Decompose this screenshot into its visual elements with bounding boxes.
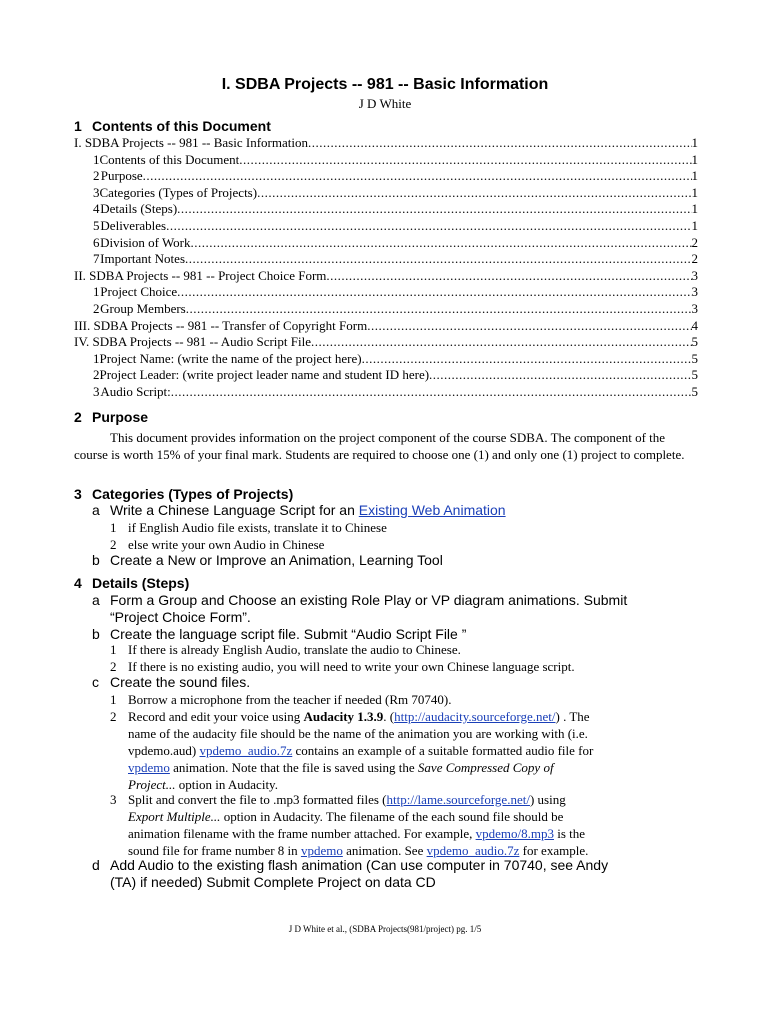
existing-web-animation-link[interactable]: Existing Web Animation [358, 502, 506, 518]
step-a: a Form a Group and Choose an existing Role Play or VP diagram animations. Submit “Project Choice Form”. [92, 592, 628, 625]
audacity-link[interactable]: http://audacity.sourceforge.net/ [394, 709, 556, 724]
toc-entry[interactable] [74, 351, 698, 368]
list-item: 2 If there is no existing audio, you will need to write your own Chinese language script. [110, 659, 575, 674]
toc-entry[interactable] [74, 268, 698, 285]
toc-leader-dots [191, 235, 692, 252]
toc-entry-page: 3 [691, 300, 698, 316]
toc-leader-dots [326, 268, 691, 285]
toc-entry-page: 1 [691, 151, 698, 167]
toc-leader-dots [177, 201, 691, 218]
list-item: 2 else write your own Audio in Chinese [110, 537, 325, 552]
toc-entry-label: I. SDBA Projects -- 981 -- Basic Information [74, 135, 308, 150]
toc-entry[interactable] [74, 334, 698, 351]
toc-entry[interactable] [74, 185, 698, 202]
toc-entry[interactable] [74, 135, 698, 152]
toc-entry-number: 3 [93, 184, 100, 200]
toc-leader-dots [429, 367, 691, 384]
toc-entry-number: 7 [93, 251, 100, 267]
category-a: a Write a Chinese Language Script for an Existing Web Animation [92, 502, 506, 518]
toc-entry-page: 3 [691, 284, 698, 300]
categories-heading: 3 Categories (Types of Projects) [74, 486, 294, 502]
toc-entry-label: Project Name: (write the name of the project here) [99, 350, 362, 366]
toc-entry-page: 5 [691, 383, 698, 399]
table-of-contents [74, 135, 698, 401]
toc-entry-page: 4 [691, 317, 698, 333]
details-heading: 4 Details (Steps) [74, 575, 190, 591]
step-c: c Create the sound files. [92, 674, 251, 690]
list-item-split: 3 Split and convert the file to .mp3 formatted files (http://lame.sourceforge.net/) using Export Multiple... option in Audacity. The filename of the each sound file should be animation filename with the frame number attached. For example, vpdemo/8.mp3 is the sound file for frame number 8 in vpdemo animation. See vpdemo_audio.7z for example. [110, 792, 589, 858]
toc-entry-page: 1 [691, 135, 698, 150]
toc-entry-number: 1 [93, 350, 100, 366]
toc-entry-number: 1 [93, 151, 100, 167]
toc-entry-label: Categories (Types of Projects) [99, 184, 258, 200]
toc-leader-dots [257, 185, 691, 202]
toc-entry-label: Details (Steps) [100, 201, 178, 217]
toc-leader-dots [362, 351, 692, 368]
toc-entry-page: 5 [691, 367, 698, 383]
toc-entry-label: III. SDBA Projects -- 981 -- Transfer of Copyright Form [74, 317, 368, 333]
toc-leader-dots [177, 284, 691, 301]
toc-entry[interactable] [74, 251, 698, 268]
toc-entry-number: 2 [93, 367, 100, 383]
toc-entry-number: 3 [93, 383, 100, 399]
author: J D White [358, 96, 412, 111]
toc-entry[interactable] [74, 201, 698, 218]
toc-entry-page: 3 [691, 267, 698, 283]
list-item: 1 if English Audio file exists, translate it to Chinese [110, 520, 387, 535]
toc-leader-dots [367, 318, 691, 335]
toc-leader-dots [185, 251, 692, 268]
toc-entry-label: Project Choice [100, 284, 178, 300]
category-b: b Create a New or Improve an Animation, Learning Tool [92, 552, 443, 568]
toc-entry[interactable] [74, 384, 698, 401]
toc-entry-number: 5 [93, 217, 100, 233]
page-footer: J D White et al., (SDBA Projects(981/project) pg. 1/5 [288, 924, 482, 934]
toc-leader-dots [143, 168, 692, 185]
toc-entry-label: Audio Script: [100, 383, 171, 399]
list-item: 1 Borrow a microphone from the teacher if needed (Rm 70740). [110, 692, 452, 707]
toc-entry[interactable] [74, 367, 698, 384]
toc-entry-page: 1 [691, 217, 698, 233]
toc-leader-dots [239, 152, 691, 169]
page-title: I. SDBA Projects -- 981 -- Basic Information [221, 76, 549, 93]
purpose-heading: 2 Purpose [74, 409, 149, 425]
purpose-paragraph: This document provides information on the project component of the course SDBA. The component of the course is worth 15% of your final mark. Students are required to choose one (1) and only one (1) project to complete. [74, 430, 685, 462]
lame-link[interactable]: http://lame.sourceforge.net/ [386, 792, 530, 807]
toc-leader-dots [311, 334, 691, 351]
toc-entry[interactable] [74, 318, 698, 335]
toc-entry-label: Important Notes [100, 251, 185, 267]
toc-entry-page: 5 [691, 334, 698, 350]
toc-entry[interactable] [74, 218, 698, 235]
toc-entry-label: Deliverables [100, 217, 167, 233]
toc-entry-label: II. SDBA Projects -- 981 -- Project Choice Form [74, 267, 327, 283]
vpdemo-link[interactable]: vpdemo [300, 843, 343, 858]
toc-entry[interactable] [74, 301, 698, 318]
toc-entry-page: 1 [691, 201, 698, 217]
toc-entry-number: 2 [93, 300, 100, 316]
vpdemo-mp3-link[interactable]: vpdemo/8.mp3 [475, 826, 554, 841]
toc-heading: 1 Contents of this Document [74, 118, 271, 134]
toc-entry-number: 6 [93, 234, 100, 250]
vpdemo-audio-link[interactable]: vpdemo_audio.7z [426, 843, 520, 858]
step-b: b Create the language script file. Submit “Audio Script File ” [92, 626, 467, 642]
toc-leader-dots [308, 135, 692, 152]
toc-leader-dots [186, 301, 692, 318]
toc-entry-number: 1 [93, 284, 100, 300]
toc-entry-label: Purpose [100, 168, 143, 184]
toc-entry-label: Project Leader: (write project leader name and student ID here) [99, 367, 430, 383]
list-item-audacity: 2 Record and edit your voice using Audacity 1.3.9. (http://audacity.sourceforge.net/) . The name of the audacity file should be the name of the animation you are working with (i.e. vpdemo.aud) vpdemo_audio.7z contains an example of a suitable formatted audio file for vpdemo animation. Note that the file is saved using the Save Compressed Copy of Project... option in Audacity. [110, 709, 594, 792]
toc-entry[interactable] [74, 284, 698, 301]
vpdemo-audio-link[interactable]: vpdemo_audio.7z [199, 743, 293, 758]
step-d: d Add Audio to the existing flash animation (Can use computer in 70740, see Andy (TA) if needed) Submit Complete Project on data CD [92, 857, 609, 890]
toc-entry-page: 1 [691, 168, 698, 184]
toc-entry-label: Group Members [100, 300, 186, 316]
toc-leader-dots [166, 218, 691, 235]
toc-entry-label: Division of Work [100, 234, 191, 250]
toc-leader-dots [171, 384, 692, 401]
toc-entry-label: IV. SDBA Projects -- 981 -- Audio Script File [74, 334, 312, 350]
toc-entry[interactable] [74, 152, 698, 169]
toc-entry-number: 2 [93, 168, 100, 184]
toc-entry-page: 2 [691, 234, 698, 250]
toc-entry-page: 5 [691, 350, 698, 366]
toc-entry-page: 1 [691, 184, 698, 200]
list-item: 1 If there is already English Audio, translate the audio to Chinese. [110, 642, 461, 657]
toc-entry[interactable] [74, 168, 698, 185]
toc-entry-label: Contents of this Document [99, 151, 240, 167]
toc-entry[interactable] [74, 235, 698, 252]
toc-entry-number: 4 [93, 201, 100, 217]
vpdemo-link[interactable]: vpdemo [128, 760, 170, 775]
toc-entry-page: 2 [691, 251, 698, 267]
